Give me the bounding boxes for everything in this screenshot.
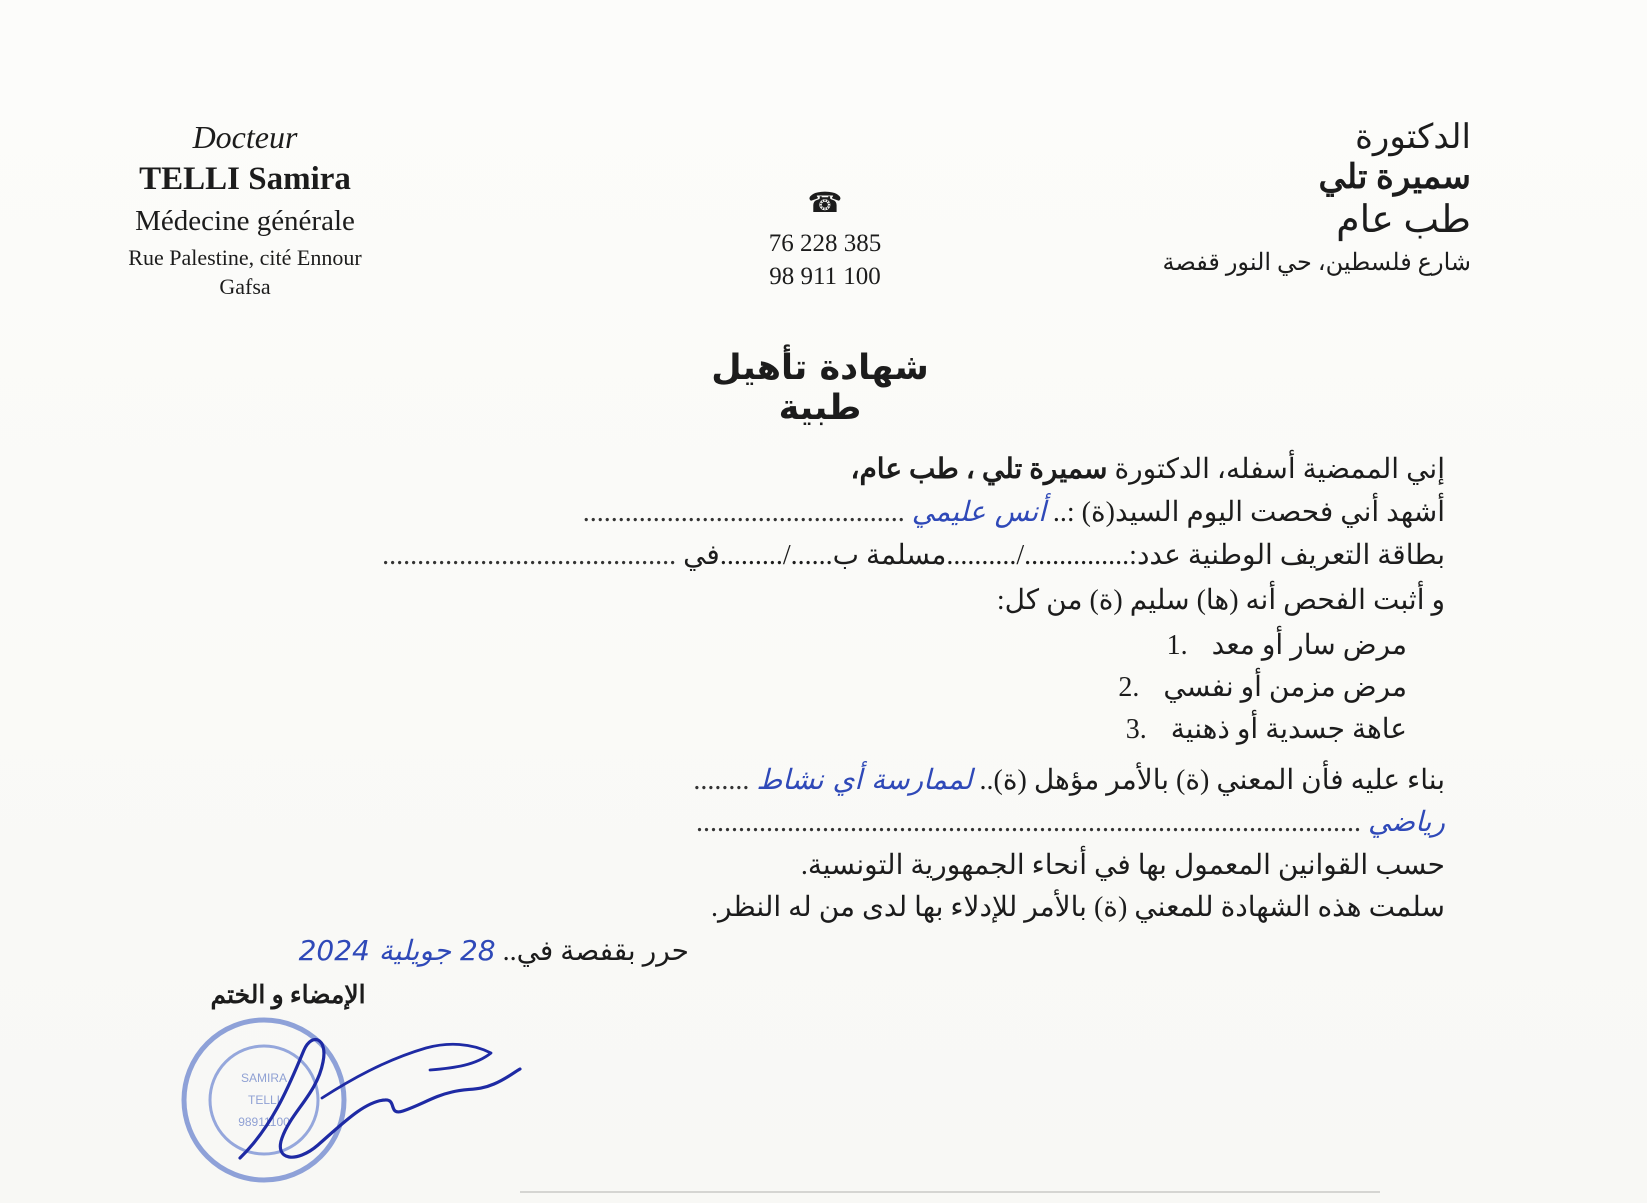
certificate-line-4: و أثبت الفحص أنه (ها) سليم (ة) من كل:: [996, 585, 1445, 616]
patient-name-handwritten: أنس عليمي: [911, 495, 1046, 528]
signature-icon: [220, 1008, 530, 1178]
certificate-line-2-dots: ..............................................: [582, 497, 905, 528]
signature-label: الإمضاء و الختم: [210, 982, 366, 1009]
condition-item-1-text: مرض سار أو معد: [1211, 630, 1407, 661]
arabic-doctor-title: الدكتورة: [1355, 119, 1471, 156]
certificate-line-1: [275, 455, 1445, 486]
condition-item-1: [987, 628, 1407, 662]
certificate-line-2: [275, 497, 1445, 529]
svg-text:TELLI: TELLI: [247, 1093, 281, 1107]
document-title: شهادة تأهيل طبية: [711, 348, 929, 428]
phone-number-2: 98 911 100: [769, 262, 881, 290]
arabic-address: شارع فلسطين، حي النور قفصة: [1162, 250, 1471, 277]
certificate-line-5-dots: ........: [693, 765, 750, 796]
condition-item-3-number: 3.: [1125, 714, 1147, 745]
phone-number-1: 76 228 385: [768, 230, 882, 258]
place-date-line: [69, 936, 689, 968]
date-handwritten: 28 جويلية 2024: [298, 934, 496, 967]
latin-doctor-title: Docteur: [192, 119, 298, 155]
place-prefix: حرر بقفصة في..: [502, 936, 689, 967]
arabic-header: [1111, 118, 1471, 277]
latin-address-line-2: Gafsa: [219, 274, 271, 300]
svg-text:SAMIRA: SAMIRA: [240, 1071, 288, 1085]
certificate-line-6: [275, 807, 1445, 839]
latin-specialty: Médecine générale: [135, 204, 355, 237]
id-card-line-dots: ..........................................: [382, 540, 677, 571]
condition-item-2-number: 2.: [1118, 672, 1140, 703]
phone-icon: ☎: [807, 188, 843, 219]
certificate-line-6-dots: ...............................................................................................: [696, 807, 1362, 838]
footer-rule: [520, 1191, 1380, 1197]
certificate-line-5-prefix: بناء عليه فأن المعني (ة) بالأمر مؤهل (ة)..: [979, 765, 1445, 796]
latin-address-line-1: Rue Palestine, cité Ennour: [128, 244, 362, 270]
condition-item-3-text: عاهة جسدية أو ذهنية: [1170, 714, 1407, 745]
certificate-line-5: [275, 765, 1445, 797]
certificate-line-7: حسب القوانين المعمول بها في أنحاء الجمهورية التونسية.: [800, 850, 1445, 881]
phone-block: [735, 186, 915, 293]
certificate-line-8: سلمت هذه الشهادة للمعني (ة) بالأمر للإدلاء بها لدى من له النظر.: [710, 892, 1445, 923]
certificate-line-2-prefix: أشهد أني فحصت اليوم السيد(ة) :..: [1052, 497, 1445, 528]
arabic-doctor-name: سميرة تلي: [1318, 159, 1471, 197]
certificate-line-3: [275, 541, 1445, 572]
latin-doctor-name: TELLI Samira: [139, 161, 351, 198]
condition-item-2-text: مرض مزمن أو نفسي: [1163, 672, 1407, 703]
condition-item-2: [987, 670, 1407, 704]
qualification-handwritten: لممارسة أي نشاط: [756, 763, 973, 796]
arabic-specialty: طب عام: [1336, 199, 1471, 242]
condition-item-3: [987, 712, 1407, 746]
id-card-line: بطاقة التعريف الوطنية عدد:.............../..........مسلمة ب....../.........في: [683, 540, 1445, 571]
certificate-line-1-prefix: إني الممضية أسفله، الدكتورة: [1114, 454, 1445, 485]
activity-handwritten: رياضي: [1368, 805, 1445, 838]
certificate-line-1-name: سميرة تلي ، طب عام،: [850, 454, 1108, 485]
svg-text:98911100: 98911100: [238, 1115, 290, 1129]
latin-header: [95, 118, 395, 302]
condition-item-1-number: 1.: [1166, 630, 1188, 661]
